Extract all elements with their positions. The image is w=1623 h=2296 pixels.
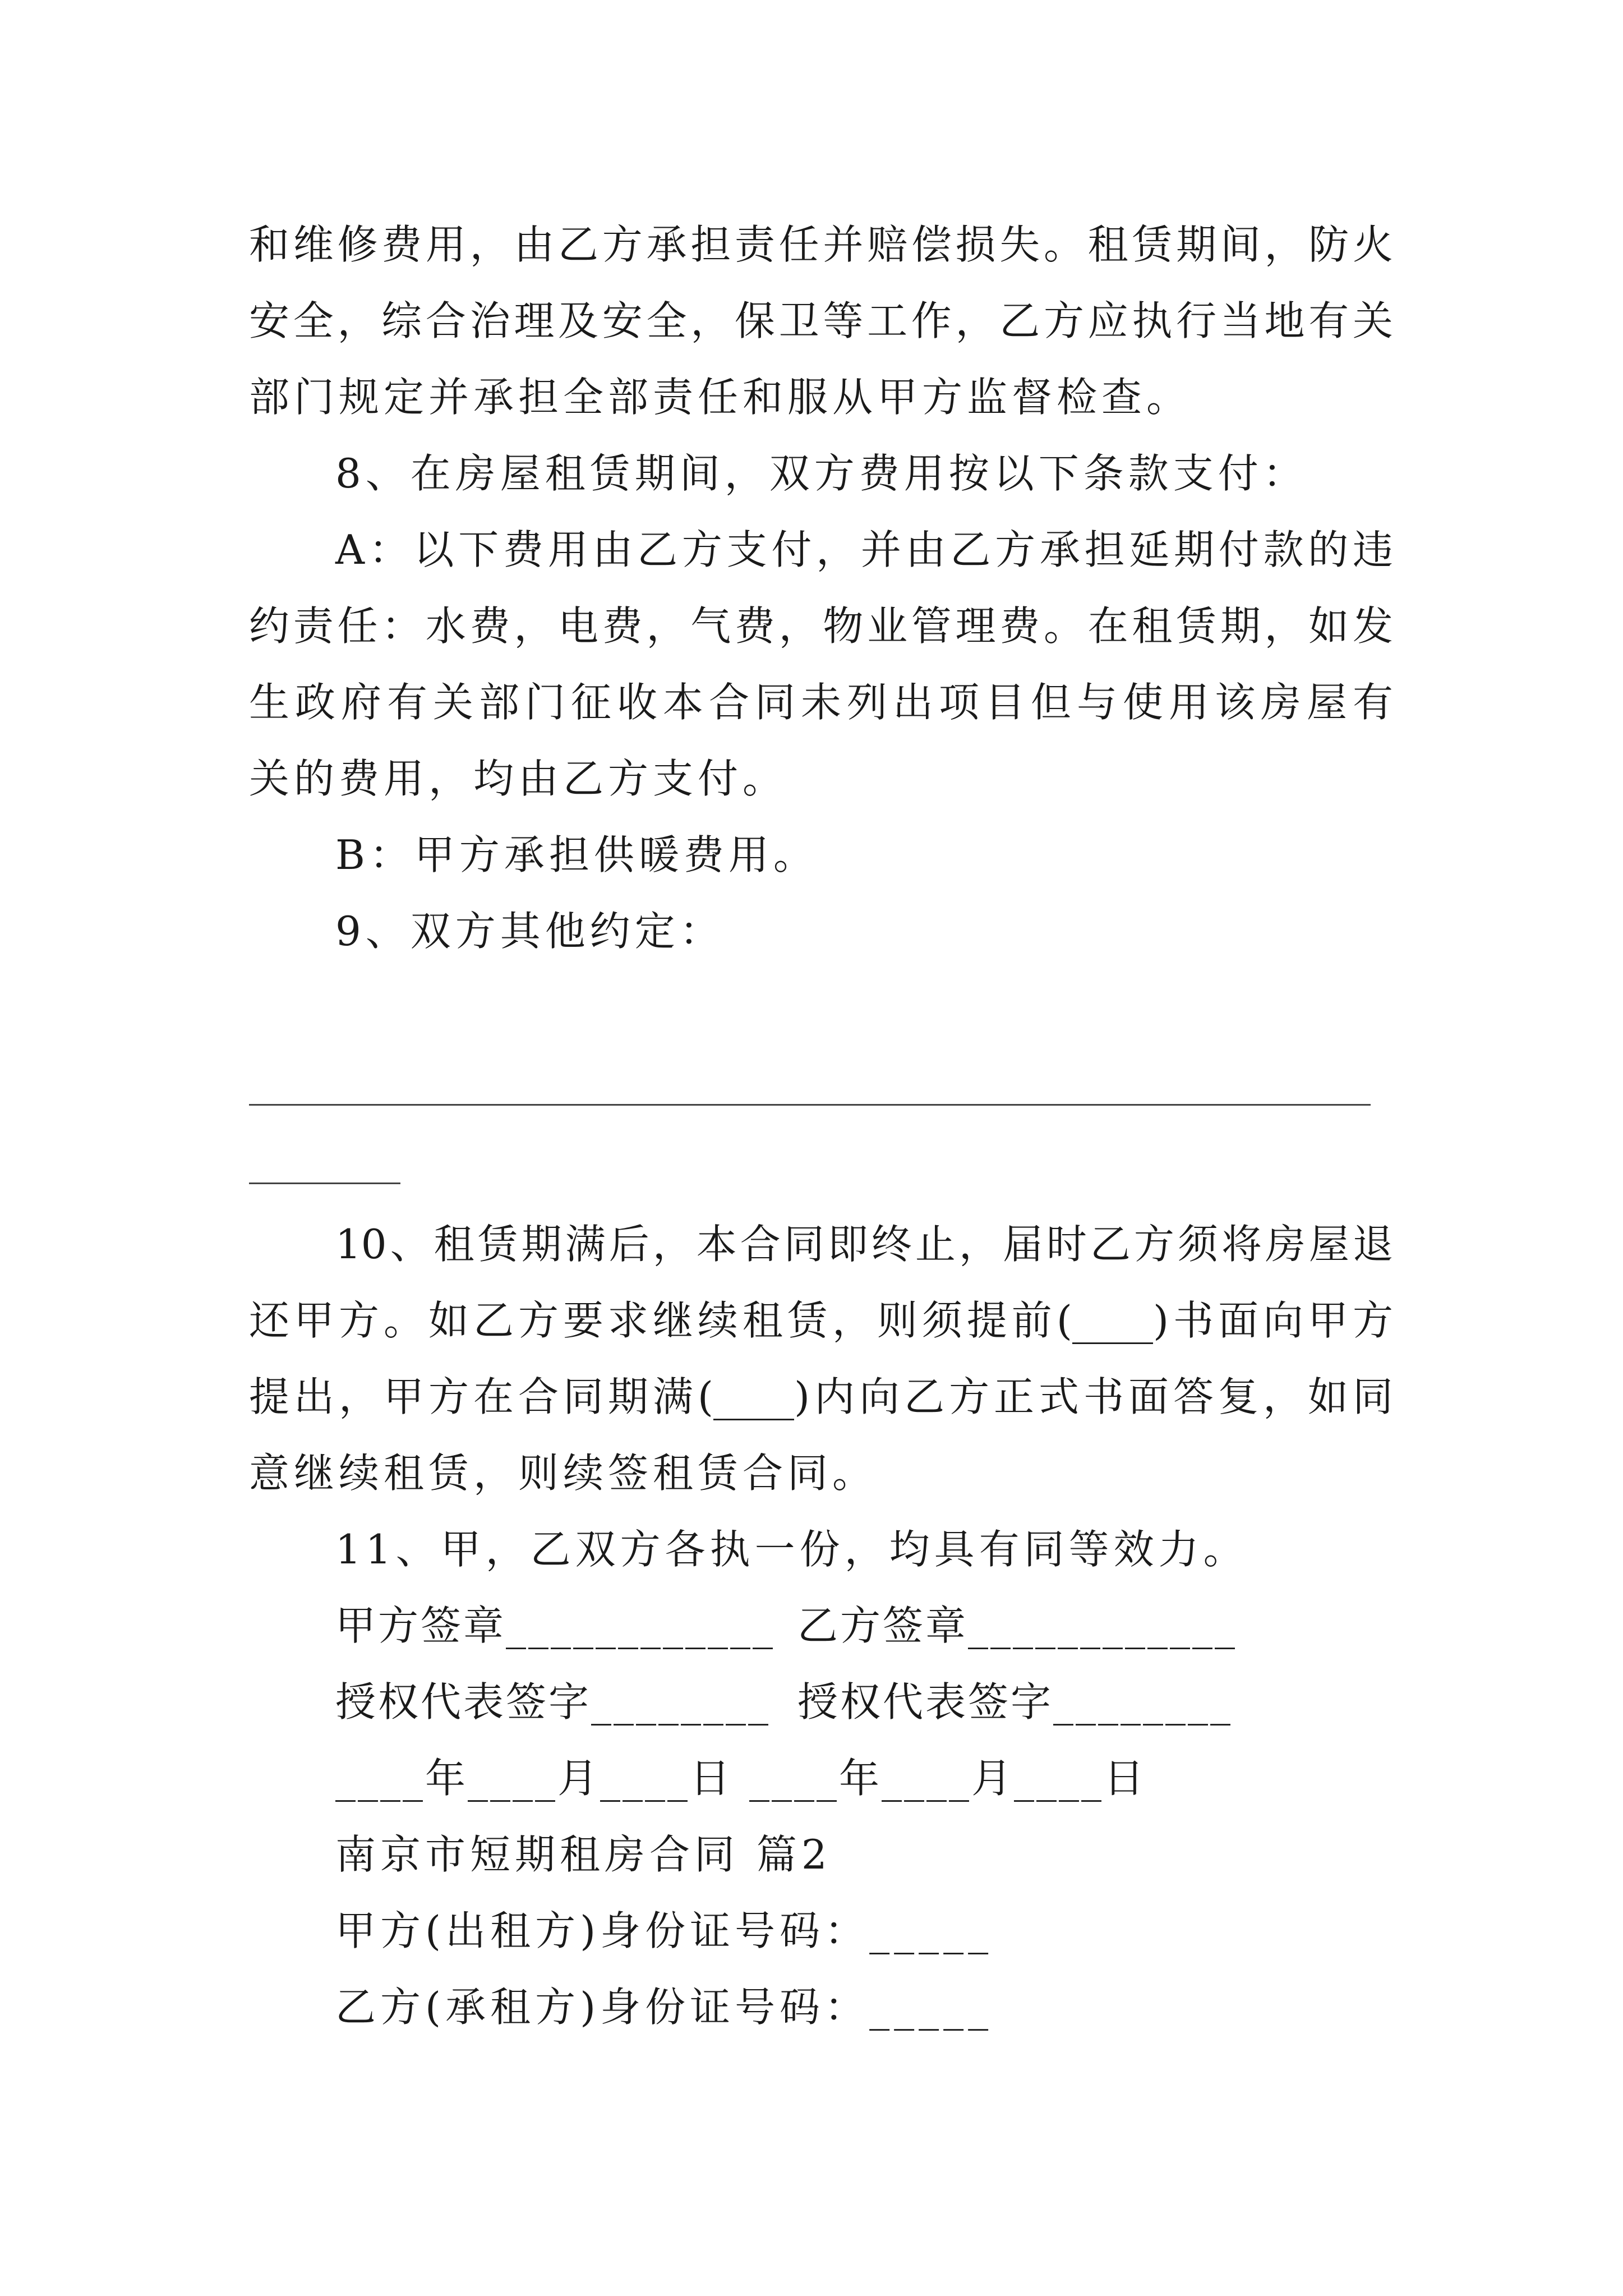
- party-a-rep-sign: 授权代表签字________: [335, 1678, 771, 1726]
- contract-2-party-a-id: 甲方(出租方)身份证号码：_____: [335, 1907, 993, 1954]
- contract-2-party-b-id: 乙方(承租方)身份证号码：_____: [335, 1984, 993, 2031]
- paragraph-7-line-3: 部门规定并承担全部责任和服从甲方监督检查。: [249, 374, 1192, 421]
- clause-9-blank-line-1: [249, 1104, 1371, 1106]
- party-a-seal: 甲方签章____________: [335, 1602, 776, 1649]
- paragraph-7-line-1: 和维修费用，由乙方承担责任并赔偿损失。租赁期间，防火: [249, 221, 1393, 268]
- paragraph-7-line-2: 安全，综合治理及安全，保卫等工作，乙方应执行当地有关: [249, 297, 1393, 344]
- clause-11: 11、甲，乙双方各执一份，均具有同等效力。: [335, 1526, 1248, 1573]
- clause-9-blank-line-2: [249, 1182, 400, 1184]
- clause-8a-line-2: 约责任：水费，电费，气费，物业管理费。在租赁期，如发: [249, 602, 1393, 650]
- clause-8a-line-1: A：以下费用由乙方支付，并由乙方承担延期付款的违: [335, 526, 1393, 573]
- party-b-seal: 乙方签章____________: [797, 1602, 1238, 1649]
- party-b-rep-sign: 授权代表签字________: [797, 1678, 1233, 1726]
- clause-9-heading: 9、双方其他约定：: [335, 908, 725, 955]
- clause-10-line-2: 还甲方。如乙方要求继续租赁，则须提前(____)书面向甲方: [249, 1297, 1393, 1344]
- date-party-b: ____年____月____日: [749, 1755, 1147, 1802]
- clause-10-line-3: 提出，甲方在合同期满(____)内向乙方正式书面答复，如同: [249, 1373, 1393, 1420]
- date-party-a: ____年____月____日: [335, 1755, 733, 1802]
- clause-8b: B：甲方承担供暖费用。: [335, 831, 818, 878]
- clause-10-line-1: 10、租赁期满后，本合同即终止，届时乙方须将房屋退: [335, 1221, 1393, 1268]
- clause-10-line-4: 意继续租赁，则续签租赁合同。: [249, 1450, 878, 1497]
- contract-2-title: 南京市短期租房合同 篇2: [335, 1831, 832, 1878]
- clause-8a-line-3: 生政府有关部门征收本合同未列出项目但与使用该房屋有: [249, 679, 1393, 726]
- clause-8a-line-4: 关的费用，均由乙方支付。: [249, 755, 788, 802]
- clause-8-heading: 8、在房屋租赁期间，双方费用按以下条款支付：: [335, 450, 1308, 497]
